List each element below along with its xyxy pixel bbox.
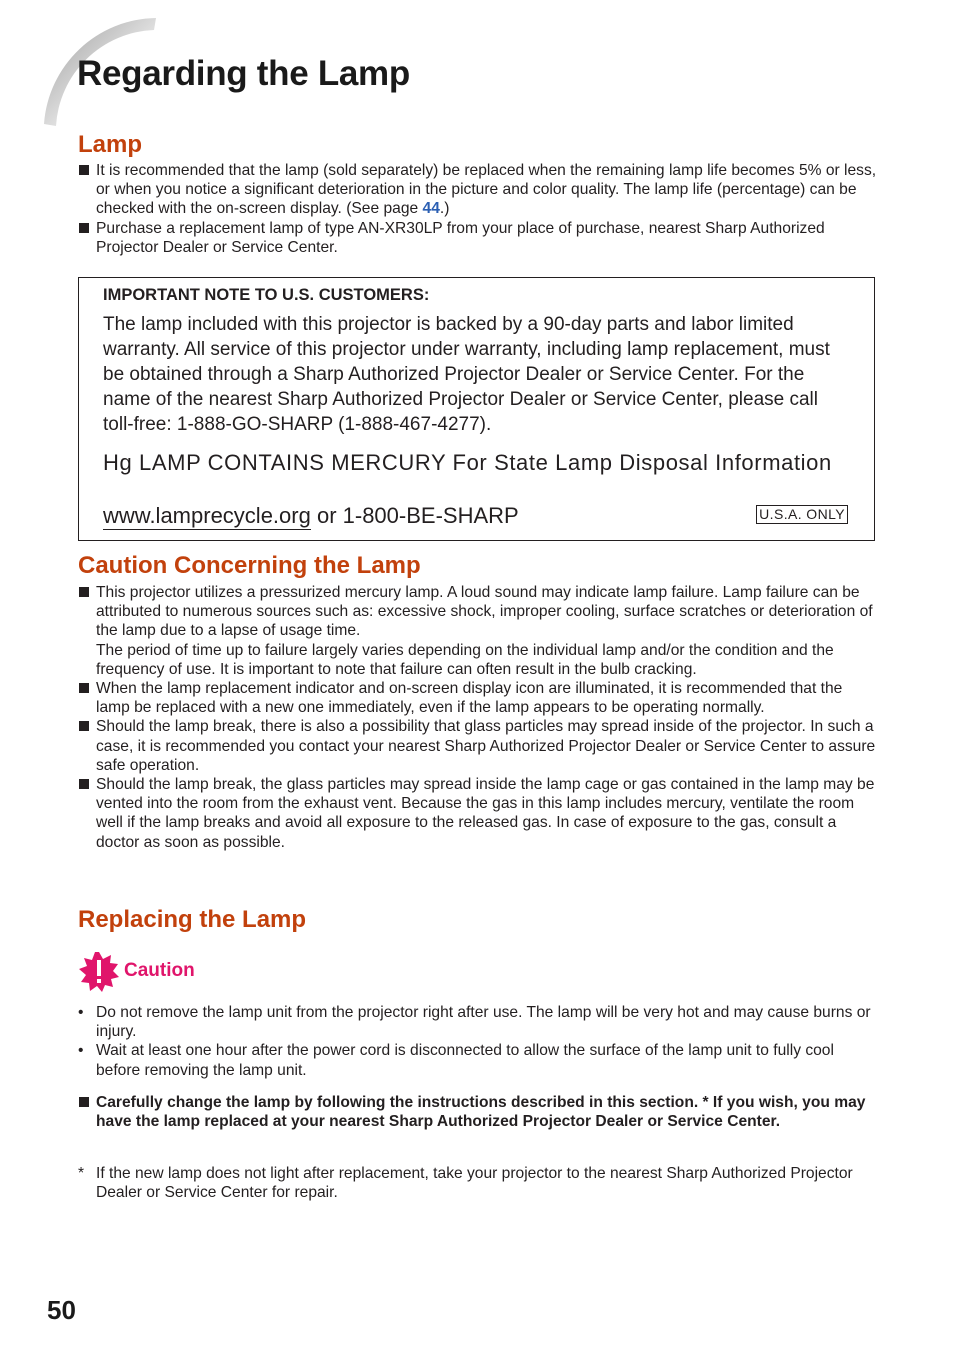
dot-bullet-icon: • — [78, 1042, 84, 1060]
caution-starburst-icon — [78, 951, 120, 993]
page-number: 50 — [47, 1295, 76, 1325]
us-customers-notice-box — [78, 277, 875, 541]
page-title: Regarding the Lamp — [77, 54, 410, 93]
replacing-footnote — [78, 1164, 878, 1202]
section-heading-lamp: Lamp — [78, 131, 143, 158]
bullet-text: Do not remove the lamp unit from the projector right after use. The lamp will be very hot and may cause burns or injury. — [96, 1004, 871, 1041]
list-item — [78, 717, 878, 775]
bullet-text: Should the lamp break, there is also a possibility that glass particles may spread inside of the projector. In such a case, it is recommended you contact your nearest Sharp Authorized Projector Dealer or Service Center to assure safe operation. — [96, 718, 876, 774]
caution-label: Caution — [124, 960, 195, 981]
square-bullet-icon — [79, 165, 89, 175]
dot-bullet-icon: • — [78, 1004, 84, 1021]
section-heading-caution-concerning-lamp: Caution Concerning the Lamp — [78, 552, 421, 579]
bullet-text: This projector utilizes a pressurized mercury lamp. A loud sound may indicate lamp failure. Lamp failure can be attributed to numerous sources such as: excessive shock, improper cooling, surface scratches or deterioration of the lamp due to a lapse of usage time. — [96, 584, 873, 640]
list-item — [78, 1003, 878, 1041]
caution-bullets — [78, 583, 878, 852]
mercury-contact — [103, 502, 519, 529]
notice-heading: IMPORTANT NOTE TO U.S. CUSTOMERS: — [103, 286, 430, 304]
region-tag: U.S.A. ONLY — [756, 505, 848, 524]
bullet-text-end: .) — [439, 200, 450, 218]
mercury-warning: Hg LAMP CONTAINS MERCURY For State Lamp Disposal Information — [103, 450, 832, 475]
square-bullet-icon — [79, 721, 89, 731]
replacing-dot-bullets — [78, 1003, 878, 1080]
page-reference-link[interactable]: 44 — [422, 200, 440, 218]
bullet-text: It is recommended that the lamp (sold separately) be replaced when the remaining lamp life becomes 5% or less, or when you notice a significant deterioration in the picture and color quality. The lamp life (percentage) can be checked with the on-screen display. (See page — [96, 162, 877, 218]
notice-body: The lamp included with this projector is backed by a 90-day parts and labor limited warranty. All service of this projector under warranty, including lamp replacement, must be obtained through a Sharp Authorized Projector Dealer or Service Center. For the name of the nearest Sharp Authorized Projector Dealer or Service Center, please call toll-free: 1-888-GO-SHARP (1-888-467-4277). — [103, 314, 830, 435]
section-heading-replacing-lamp: Replacing the Lamp — [78, 906, 307, 933]
bullet-text: Should the lamp break, the glass particles may spread inside the lamp cage or gas contained in the lamp may be vented into the room from the exhaust vent. Because the gas in this lamp includes mercury, ventilate the room well if the lamp breaks and avoid all exposure to the released gas. In case of exposure to the gas, consult a doctor as soon as possible. — [96, 776, 875, 851]
bullet-text: Purchase a replacement lamp of type AN-XR30LP from your place of purchase, nearest Sharp Authorized Projector Dealer or Service Center. — [96, 219, 825, 256]
list-item — [78, 775, 878, 852]
bullet-text: Wait at least one hour after the power cord is disconnected to allow the surface of the lamp unit to fully cool before removing the lamp unit. — [96, 1042, 834, 1079]
footnote-text: If the new lamp does not light after replacement, take your projector to the nearest Sharp Authorized Projector Dealer or Service Center for repair. — [96, 1165, 853, 1202]
square-bullet-icon — [79, 587, 89, 597]
bold-note-text: Carefully change the lamp by following the instructions described in this section. * If you wish, you may have the lamp replaced at your nearest Sharp Authorized Projector Dealer or Service Center. — [96, 1094, 866, 1131]
bullet-text: When the lamp replacement indicator and on-screen display icon are illuminated, it is recommended that the lamp be replaced with a new one immediately, even if the lamp appears to be operating normally. — [96, 680, 843, 717]
asterisk-marker: * — [78, 1165, 85, 1182]
list-item — [78, 583, 878, 679]
square-bullet-icon — [79, 1097, 89, 1107]
list-item — [78, 1093, 878, 1131]
list-item — [78, 679, 878, 717]
square-bullet-icon — [79, 683, 89, 693]
list-item — [78, 219, 878, 257]
lamprecycle-link[interactable]: www.lamprecycle.org — [103, 503, 311, 528]
list-item — [78, 1164, 878, 1202]
replacing-bold-note — [78, 1093, 878, 1131]
list-item — [78, 161, 878, 219]
square-bullet-icon — [79, 779, 89, 789]
bullet-continuation: The period of time up to failure largely varies depending on the individual lamp and/or the condition and the frequency of use. It is important to note that failure can often result in the bulb cracking. — [96, 641, 834, 678]
lamp-bullets — [78, 161, 878, 257]
square-bullet-icon — [79, 223, 89, 233]
mercury-phone: or 1-800-BE-SHARP — [310, 503, 519, 528]
list-item — [78, 1041, 878, 1079]
